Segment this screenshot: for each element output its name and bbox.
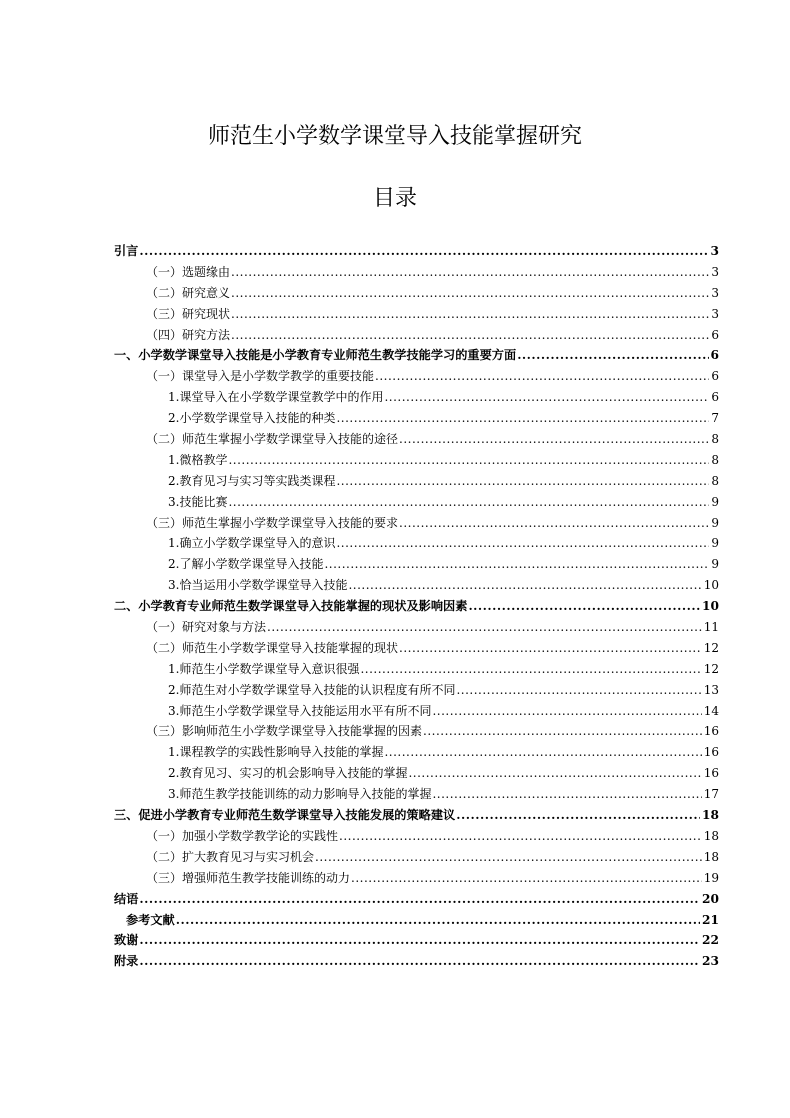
toc-entry[interactable] xyxy=(114,575,719,596)
toc-dot-leader xyxy=(336,471,709,492)
toc-dot-leader xyxy=(139,930,700,951)
toc-dot-leader xyxy=(267,617,702,638)
toc-entry[interactable] xyxy=(114,387,719,408)
toc-entry[interactable] xyxy=(114,889,719,910)
toc-page-number: 14 xyxy=(703,703,719,718)
toc-page-number: 7 xyxy=(711,411,719,426)
toc-page-number: 21 xyxy=(702,912,719,927)
toc-dot-leader xyxy=(231,325,709,346)
toc-page-number: 6 xyxy=(711,369,719,384)
toc-entry-title: （三）师范生掌握小学数学课堂导入技能的要求 xyxy=(146,515,399,530)
toc-entry-title: 一、小学数学课堂导入技能是小学教育专业师范生教学技能学习的重要方面 xyxy=(114,348,517,363)
toc-dot-leader xyxy=(432,784,701,805)
toc-entry-title: （二）师范生掌握小学数学课堂导入技能的途径 xyxy=(146,432,399,447)
toc-entry-title: 2.师范生对小学数学课堂导入技能的认识程度有所不同 xyxy=(168,682,456,697)
toc-dot-leader xyxy=(456,680,701,701)
toc-entry-title: （二）研究意义 xyxy=(146,285,231,300)
toc-page-number: 10 xyxy=(703,578,719,593)
toc-dot-leader xyxy=(176,910,700,931)
toc-entry-title: 3.师范生教学技能训练的动力影响导入技能的掌握 xyxy=(168,787,432,802)
toc-dot-leader xyxy=(324,554,709,575)
toc-entry-title: （一）研究对象与方法 xyxy=(146,620,267,635)
toc-dot-leader xyxy=(384,742,701,763)
toc-entry[interactable] xyxy=(114,366,719,387)
toc-page-number: 3 xyxy=(711,306,719,321)
toc-entry[interactable] xyxy=(114,408,719,429)
toc-dot-leader xyxy=(456,805,700,826)
toc-dot-leader xyxy=(139,951,700,972)
toc-dot-leader xyxy=(139,889,700,910)
toc-entry[interactable] xyxy=(114,492,719,513)
toc-page-number: 22 xyxy=(702,933,719,948)
toc-entry-title: 3.技能比赛 xyxy=(168,494,228,509)
toc-dot-leader xyxy=(336,408,709,429)
toc-entry[interactable] xyxy=(114,680,719,701)
document-title: 师范生小学数学课堂导入技能掌握研究 xyxy=(207,124,582,149)
toc-entry-title: （三）增强师范生教学技能训练的动力 xyxy=(146,870,351,885)
toc-entry-title: 1.微格教学 xyxy=(168,452,228,467)
toc-dot-leader xyxy=(408,763,701,784)
toc-entry[interactable] xyxy=(114,659,719,680)
toc-dot-leader xyxy=(399,513,709,534)
toc-entry-title: （二）师范生小学数学课堂导入技能掌握的现状 xyxy=(146,640,399,655)
toc-entry[interactable] xyxy=(114,763,719,784)
toc-entry[interactable] xyxy=(114,345,719,366)
toc-dot-leader xyxy=(231,283,709,304)
toc-dot-leader xyxy=(348,575,701,596)
toc-entry[interactable] xyxy=(114,554,719,575)
toc-entry-title: 1.师范生小学数学课堂导入意识很强 xyxy=(168,661,360,676)
toc-page-number: 20 xyxy=(702,891,719,906)
toc-page-number: 18 xyxy=(703,828,719,843)
toc-entry-title: （二）扩大教育见习与实习机会 xyxy=(146,849,315,864)
toc-dot-leader xyxy=(423,721,702,742)
toc-page-number: 9 xyxy=(711,494,719,509)
toc-entry[interactable] xyxy=(114,513,719,534)
toc-page-number: 8 xyxy=(711,452,719,467)
toc-dot-leader xyxy=(399,638,702,659)
toc-entry[interactable] xyxy=(114,262,719,283)
toc-page-number: 9 xyxy=(711,515,719,530)
toc-page-number: 6 xyxy=(711,390,719,405)
toc-entry-title: 致谢 xyxy=(114,933,139,948)
toc-page-number: 23 xyxy=(702,954,719,969)
toc-page-number: 3 xyxy=(711,285,719,300)
toc-entry[interactable] xyxy=(114,805,719,826)
toc-entry-title: 1.课堂导入在小学数学课堂教学中的作用 xyxy=(168,390,384,405)
toc-entry-title: （一）课堂导入是小学数学教学的重要技能 xyxy=(146,369,375,384)
toc-entry[interactable] xyxy=(114,847,719,868)
toc-entry[interactable] xyxy=(114,930,719,951)
toc-page-number: 17 xyxy=(703,787,719,802)
toc-dot-leader xyxy=(517,345,708,366)
toc-entry-title: 3.师范生小学数学课堂导入技能运用水平有所不同 xyxy=(168,703,432,718)
toc-entry-title: （三）影响师范生小学数学课堂导入技能掌握的因素 xyxy=(146,724,423,739)
toc-page-number: 3 xyxy=(710,244,719,258)
toc-entry-title: 二、小学教育专业师范生数学课堂导入技能掌握的现状及影响因素 xyxy=(114,599,468,614)
toc-entry-title: （四）研究方法 xyxy=(146,327,231,342)
toc-entry[interactable] xyxy=(114,596,719,617)
toc-page-number: 10 xyxy=(702,599,719,614)
toc-entry-title: 参考文献 xyxy=(126,912,175,927)
toc-page-number: 16 xyxy=(703,724,719,739)
toc-page-number: 8 xyxy=(711,473,719,488)
toc-dot-leader xyxy=(399,429,709,450)
toc-page-number: 9 xyxy=(711,536,719,551)
toc-page-number: 13 xyxy=(703,682,719,697)
toc-page-number: 18 xyxy=(702,808,719,823)
toc-entry[interactable] xyxy=(114,450,719,471)
toc-entry-title: （一）选题缘由 xyxy=(146,264,231,279)
toc-entry[interactable] xyxy=(114,533,719,554)
toc-entry-title: 3.恰当运用小学数学课堂导入技能 xyxy=(168,578,348,593)
toc-dot-leader xyxy=(228,492,709,513)
toc-entry[interactable] xyxy=(114,742,719,763)
toc-heading: 目录 xyxy=(372,186,417,211)
toc-page-number: 12 xyxy=(703,640,719,655)
toc-page-number: 6 xyxy=(711,327,719,342)
toc-entry[interactable] xyxy=(114,471,719,492)
toc-dot-leader xyxy=(139,241,708,262)
toc-page-number: 8 xyxy=(711,432,719,447)
toc-page-number: 16 xyxy=(703,766,719,781)
toc-entry-title: 三、促进小学教育专业师范生数学课堂导入技能发展的策略建议 xyxy=(114,808,456,823)
toc-dot-leader xyxy=(375,366,709,387)
toc-dot-leader xyxy=(384,387,709,408)
toc-entry[interactable] xyxy=(114,784,719,805)
toc-entry[interactable] xyxy=(114,910,719,931)
toc-entry-title: （一）加强小学数学教学论的实践性 xyxy=(146,828,339,843)
toc-entry-title: 2.教育见习、实习的机会影响导入技能的掌握 xyxy=(168,766,408,781)
toc-dot-leader xyxy=(432,701,701,722)
toc-entry[interactable] xyxy=(114,638,719,659)
toc-entry[interactable] xyxy=(114,617,719,638)
toc-entry[interactable] xyxy=(114,826,719,847)
table-of-contents xyxy=(114,241,719,972)
toc-entry-title: 附录 xyxy=(114,954,139,969)
toc-entry[interactable] xyxy=(114,283,719,304)
toc-dot-leader xyxy=(360,659,701,680)
toc-dot-leader xyxy=(351,868,702,889)
toc-page-number: 3 xyxy=(711,264,719,279)
toc-page-number: 16 xyxy=(703,745,719,760)
toc-page-number: 9 xyxy=(711,557,719,572)
toc-entry-title: 2.小学数学课堂导入技能的种类 xyxy=(168,411,336,426)
toc-page-number: 18 xyxy=(703,849,719,864)
toc-entry[interactable] xyxy=(114,429,719,450)
toc-entry[interactable] xyxy=(114,951,719,972)
toc-dot-leader xyxy=(231,304,709,325)
toc-entry[interactable] xyxy=(114,241,719,262)
toc-dot-leader xyxy=(231,262,709,283)
toc-page-number: 6 xyxy=(710,348,719,363)
toc-page-number: 19 xyxy=(703,870,719,885)
toc-dot-leader xyxy=(468,596,700,617)
toc-entry-title: 结语 xyxy=(114,891,139,906)
toc-entry[interactable] xyxy=(114,701,719,722)
toc-entry-title: 1.确立小学数学课堂导入的意识 xyxy=(168,536,336,551)
toc-dot-leader xyxy=(315,847,702,868)
toc-entry-title: 引言 xyxy=(114,244,139,258)
toc-entry-title: 1.课程教学的实践性影响导入技能的掌握 xyxy=(168,745,384,760)
toc-entry-title: 2.教育见习与实习等实践类课程 xyxy=(168,473,336,488)
toc-entry[interactable] xyxy=(114,868,719,889)
toc-entry[interactable] xyxy=(114,304,719,325)
toc-dot-leader xyxy=(228,450,709,471)
toc-entry[interactable] xyxy=(114,721,719,742)
toc-page-number: 12 xyxy=(703,661,719,676)
toc-dot-leader xyxy=(339,826,702,847)
toc-dot-leader xyxy=(336,533,709,554)
toc-entry-title: （三）研究现状 xyxy=(146,306,231,321)
toc-entry[interactable] xyxy=(114,325,719,346)
toc-page-number: 11 xyxy=(703,620,719,635)
toc-entry-title: 2.了解小学数学课堂导入技能 xyxy=(168,557,324,572)
